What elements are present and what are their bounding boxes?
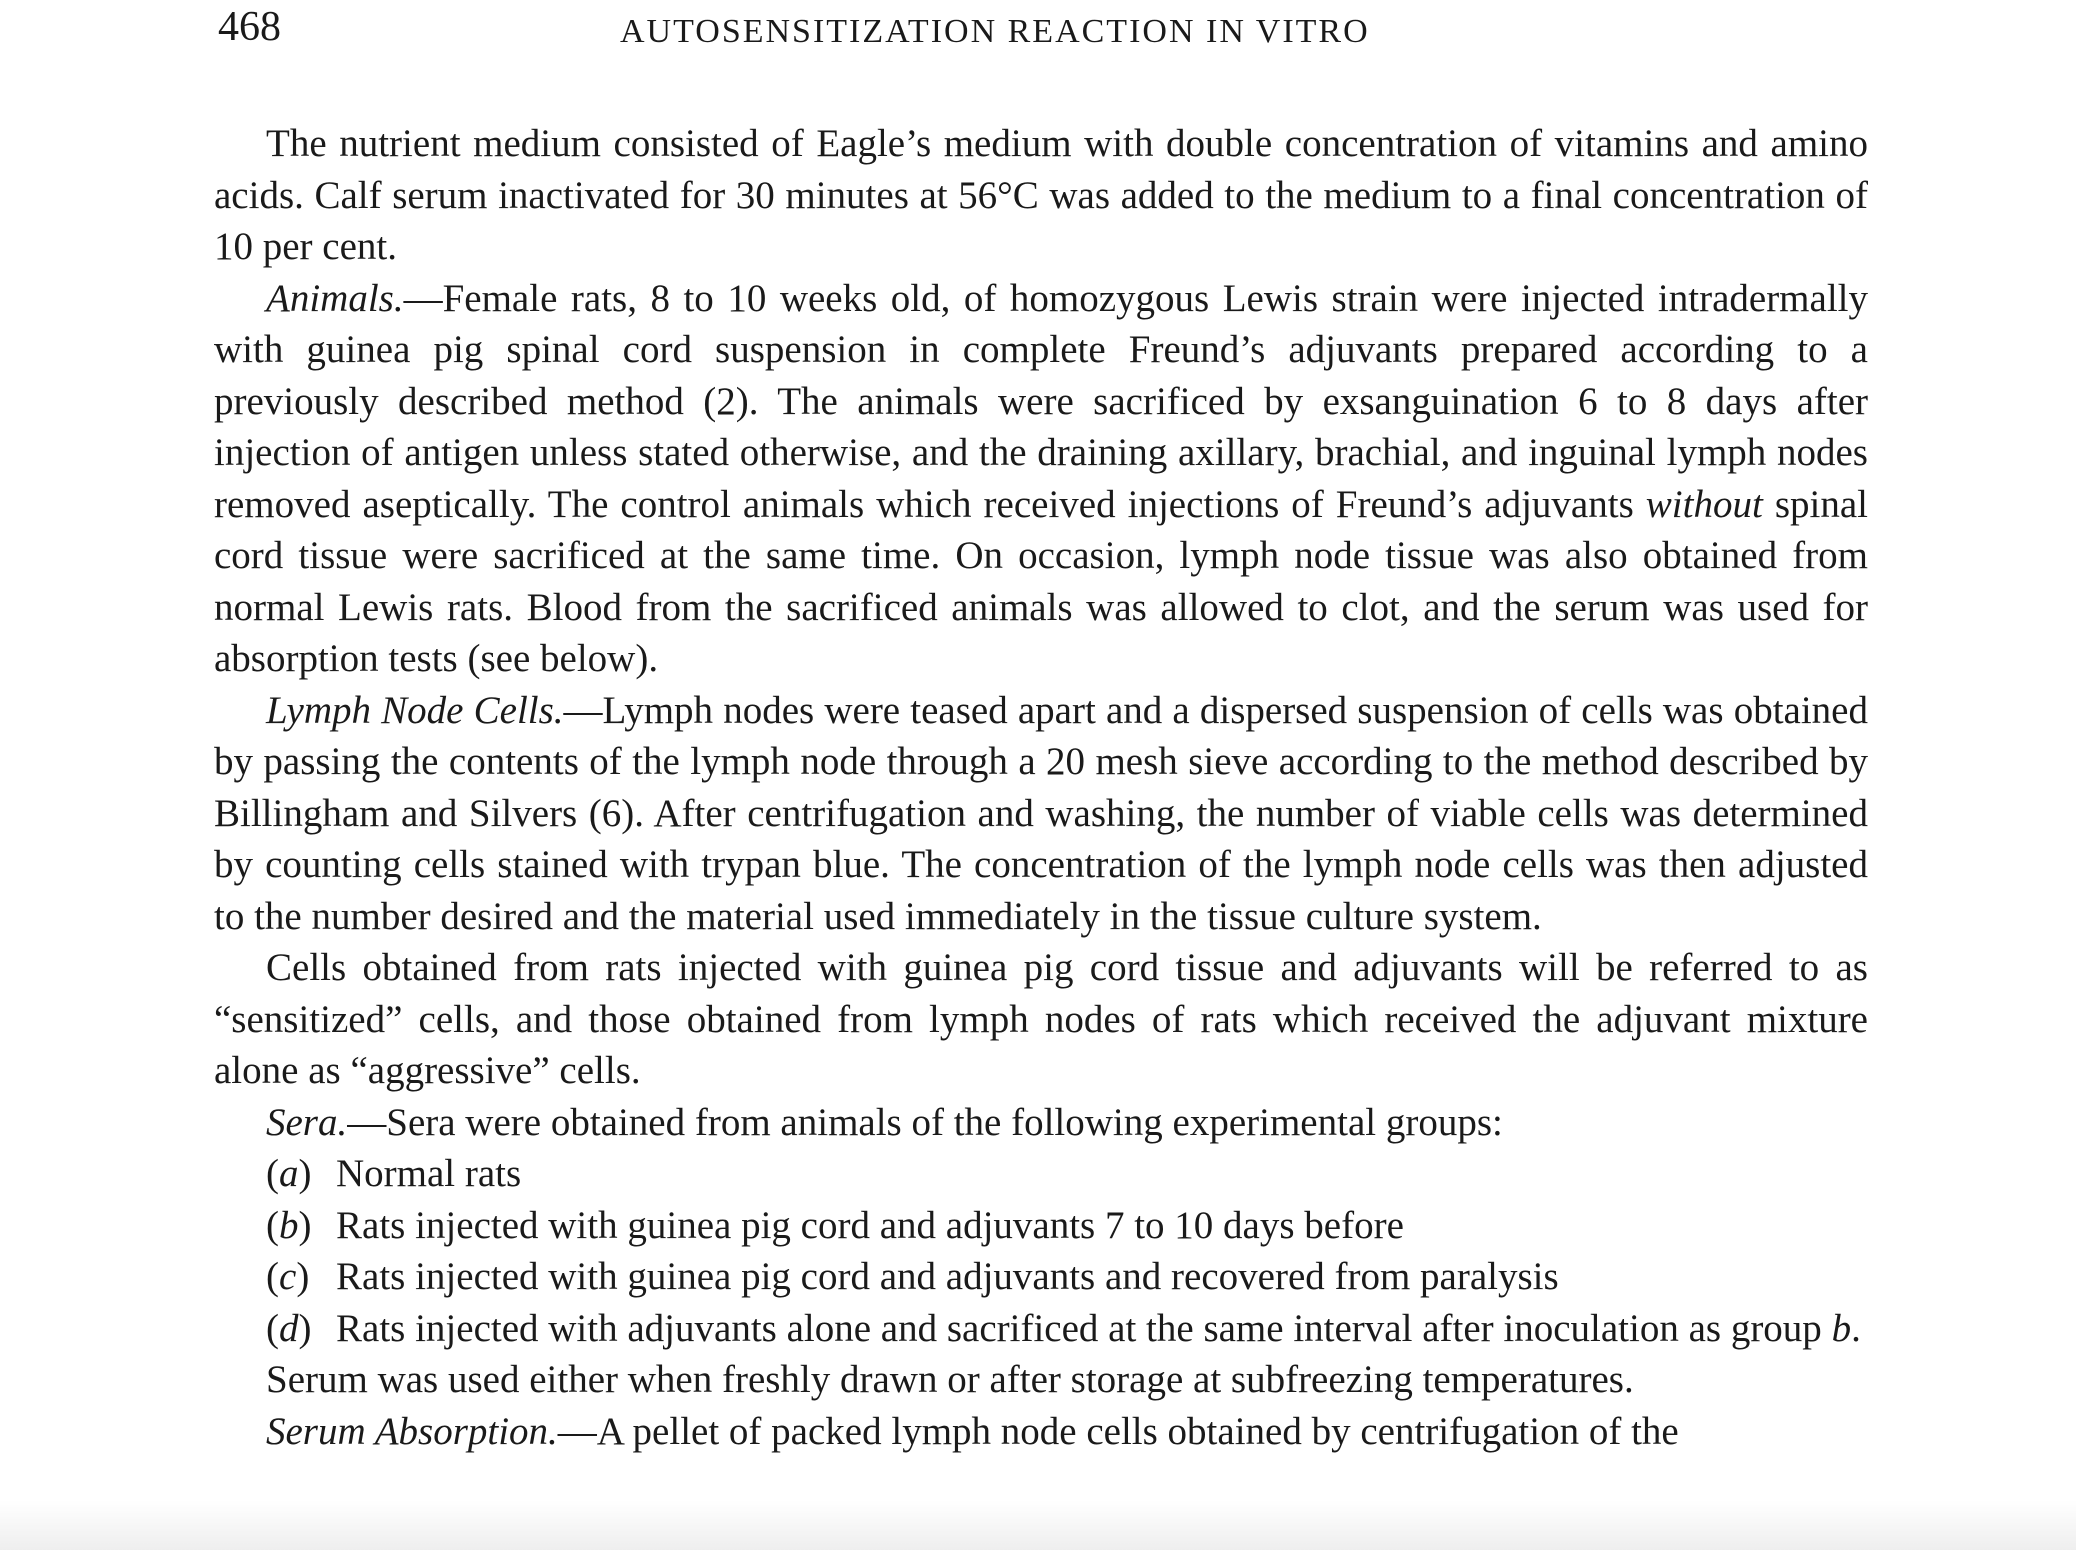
body-text [214,118,1868,1457]
sera-group-item [214,1200,1868,1252]
page-bottom-shadow [0,1500,2076,1550]
animals-text-1: —Female rats, 8 to 10 weeks old, of homozygous Lewis strain were injected intradermally with guinea pig spinal cord suspension in complete Freund’s adjuvants prepared according to a previously described method (2). The animals were sacrificed by exsanguination 6 to 8 days after injection of antigen unless stated otherwise, and the draining axillary, brachial, and inguinal lymph nodes removed aseptically. The control animals which received injections of Freund’s adjuvants [214,276,1868,526]
sera-group-marker: (d) [266,1306,312,1350]
running-head [0,0,2076,60]
sera-group-text: Normal rats [336,1152,522,1195]
sera-group-item [214,1251,1868,1303]
paragraph-animals [214,273,1868,685]
lymph-node-cells-text: —Lymph nodes were teased apart and a dispersed suspension of cells was obtained by passing the contents of the lymph node through a 20 mesh sieve according to the method described by Billingham and Silvers (6). After centrifugation and washing, the number of viable cells was determined by counting cells stained with trypan blue. The concentration of the lymph node cells was then adjusted to the number desired and the material used immediately in the tissue culture system. [214,688,1868,938]
section-heading-sera: Sera. [266,1100,348,1144]
paragraph-lymph-node-cells [214,685,1868,943]
sera-group-marker: (b) [266,1203,312,1247]
sera-group-list [214,1148,1868,1354]
paragraph-cells: Cells obtained from rats injected with guinea pig cord tissue and adjuvants will be referred to as “sensitized” cells, and those obtained from lymph nodes of rats which received the adjuvant mixture alone as “aggressive” cells. [214,946,1868,1092]
sera-group-item [214,1148,1868,1200]
sera-group-text: Rats injected with guinea pig cord and adjuvants 7 to 10 days before [336,1203,1404,1247]
section-heading-serum-absorption: Serum Absorption. [266,1409,558,1453]
animals-emphasis: without [1645,482,1763,526]
sera-group-marker: (c) [266,1255,310,1298]
paragraph-serum-absorption [214,1406,1868,1458]
serum-absorption-text: —A pellet of packed lymph node cells obtained by centrifugation of the [557,1409,1679,1453]
running-title: AUTOSENSITIZATION REACTION IN VITRO [620,13,1370,50]
paragraph-sera [214,1097,1868,1149]
sera-group-text: Rats injected with guinea pig cord and adjuvants and recovered from paralysis [336,1255,1559,1298]
paragraph-serum-storage: Serum was used either when freshly drawn or after storage at subfreezing temperatures. [266,1358,1634,1401]
sera-group-text: Rats injected with adjuvants alone and sacrificed at the same interval after inoculation as group b. [336,1306,1861,1350]
paragraph-medium: The nutrient medium consisted of Eagle’s medium with double concentration of vitamins and amino acids. Calf serum inactivated for 30 minutes at 56°C was added to the medium to a final concentration of 10 per cent. [214,122,1868,268]
sera-group-marker: (a) [266,1152,312,1195]
page-number: 468 [218,4,281,50]
section-heading-animals: Animals. [266,276,404,320]
section-heading-lymph-node-cells: Lymph Node Cells. [266,688,564,732]
sera-text: —Sera were obtained from animals of the following experimental groups: [347,1100,1503,1144]
animals-text-2: spinal cord tissue were sacrificed at the same time. On occasion, lymph node tissue was also obtained from normal Lewis rats. Blood from the sacrificed animals was allowed to clot, and the serum was used for absorption tests (see below). [214,482,1868,680]
sera-group-item [214,1303,1868,1355]
